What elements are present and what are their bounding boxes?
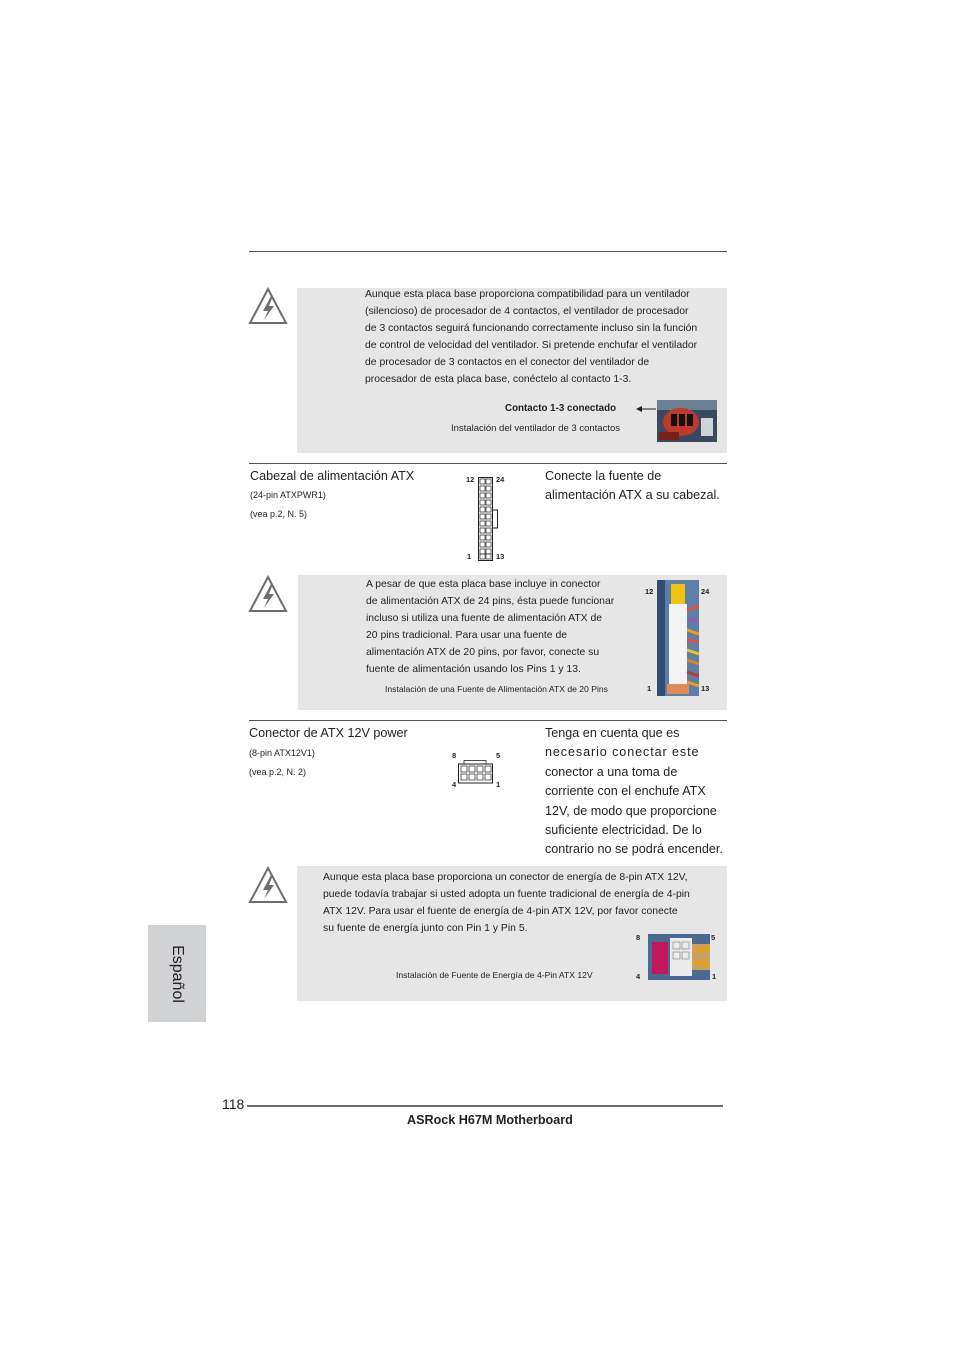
atx12v-desc: Tenga en cuenta que es necesario conectar este conector a una toma de corriente con el enchufe ATX 12V, de modo que proporcione suficiente electricidad. De lo contrario no se podrá encender.	[545, 726, 723, 857]
fan-caption: Instalación del ventilador de 3 contactos	[451, 423, 620, 434]
top-rule	[249, 251, 727, 252]
photo-pin-24: 24	[701, 587, 710, 596]
language-tab	[148, 925, 206, 1022]
atx20-install-photo	[657, 580, 699, 696]
pin-label-24: 24	[496, 475, 505, 484]
atx12v-sub1: (8-pin ATX12V1)	[249, 748, 315, 758]
pin-label-4: 4	[452, 780, 457, 789]
atx4pin-install-photo	[648, 934, 710, 980]
photo-pin-5: 5	[711, 933, 716, 942]
section-rule-atx12v	[249, 720, 727, 721]
arrow-left-icon	[636, 404, 656, 414]
photo-pin-4: 4	[636, 972, 641, 981]
pin-label-12: 12	[466, 475, 475, 484]
pin-label-1: 1	[467, 552, 472, 561]
photo-pin-12: 12	[645, 587, 654, 596]
footer-product-name: ASRock H67M Motherboard	[407, 1113, 573, 1127]
pin-label-13: 13	[496, 552, 505, 561]
atx-header-desc: Conecte la fuente de alimentación ATX a su cabezal.	[545, 469, 720, 503]
atx24-connector-diagram	[478, 477, 500, 561]
page-number: 118	[222, 1096, 245, 1112]
atx-header-sub2: (vea p.2, N. 5)	[250, 509, 308, 519]
note-text-atx4pin: Aunque esta placa base proporciona un conector de energía de 8-pin ATX 12V, puede todavía trabajar si usted adopta un fuente tradicional de energía de 4-pin ATX 12V. Para usar el fuente de energía de 4-pin ATX 12V, por favor conecte su fuente de energía junto con Pin 1 y Pin 5.	[323, 872, 690, 934]
pin-label-1b: 1	[496, 780, 501, 789]
atx20-caption: Instalación de una Fuente de Alimentación ATX de 20 Pins	[385, 684, 608, 694]
warning-icon	[248, 575, 288, 613]
warning-icon	[248, 287, 288, 325]
language-tab-label: Español	[169, 944, 186, 1003]
note-text-atx20: A pesar de que esta placa base incluye in conector de alimentación ATX de 24 pins, ésta puede funcionar incluso si utiliza una fuente de alimentación ATX de 20 pins tradicional. Para usar una fuente de alimentación ATX de 20 pins, por favor, conecte su fuente de alimentación usando los Pins 1 y 13.	[366, 579, 615, 675]
atx12v-connector-diagram	[458, 760, 494, 784]
footer-rule	[247, 1105, 723, 1107]
pin-label-8: 8	[452, 751, 457, 760]
photo-pin-13: 13	[701, 684, 710, 693]
atx12v-sub2: (vea p.2, N. 2)	[249, 767, 307, 777]
photo-pin-1: 1	[647, 684, 652, 693]
section-rule-atx	[249, 463, 727, 464]
photo-pin-1c: 1	[712, 972, 717, 981]
note-text-fan: Aunque esta placa base proporciona compatibilidad para un ventilador (silencioso) de procesador de 4 contactos, el ventilador de procesador de 3 contactos seguirá funcionando correctamente incluso sin la función de control de velocidad del ventilador. Si pretende enchufar el ventilador de procesador de 3 contactos en el conector del ventilador de procesador de esta placa base, conéctelo al contacto 1-3.	[365, 289, 698, 385]
warning-icon	[248, 866, 288, 904]
atx-header-sub1: (24-pin ATXPWR1)	[250, 490, 326, 500]
photo-pin-8: 8	[636, 933, 641, 942]
pin-label-5: 5	[496, 751, 501, 760]
fan-callout: Contacto 1-3 conectado	[505, 403, 617, 414]
atx12v-title: Conector de ATX 12V power	[249, 726, 408, 740]
atx4pin-caption: Instalación de Fuente de Energía de 4-Pin ATX 12V	[396, 970, 593, 980]
fan-header-photo	[657, 400, 717, 442]
atx-header-title: Cabezal de alimentación ATX	[250, 469, 415, 483]
